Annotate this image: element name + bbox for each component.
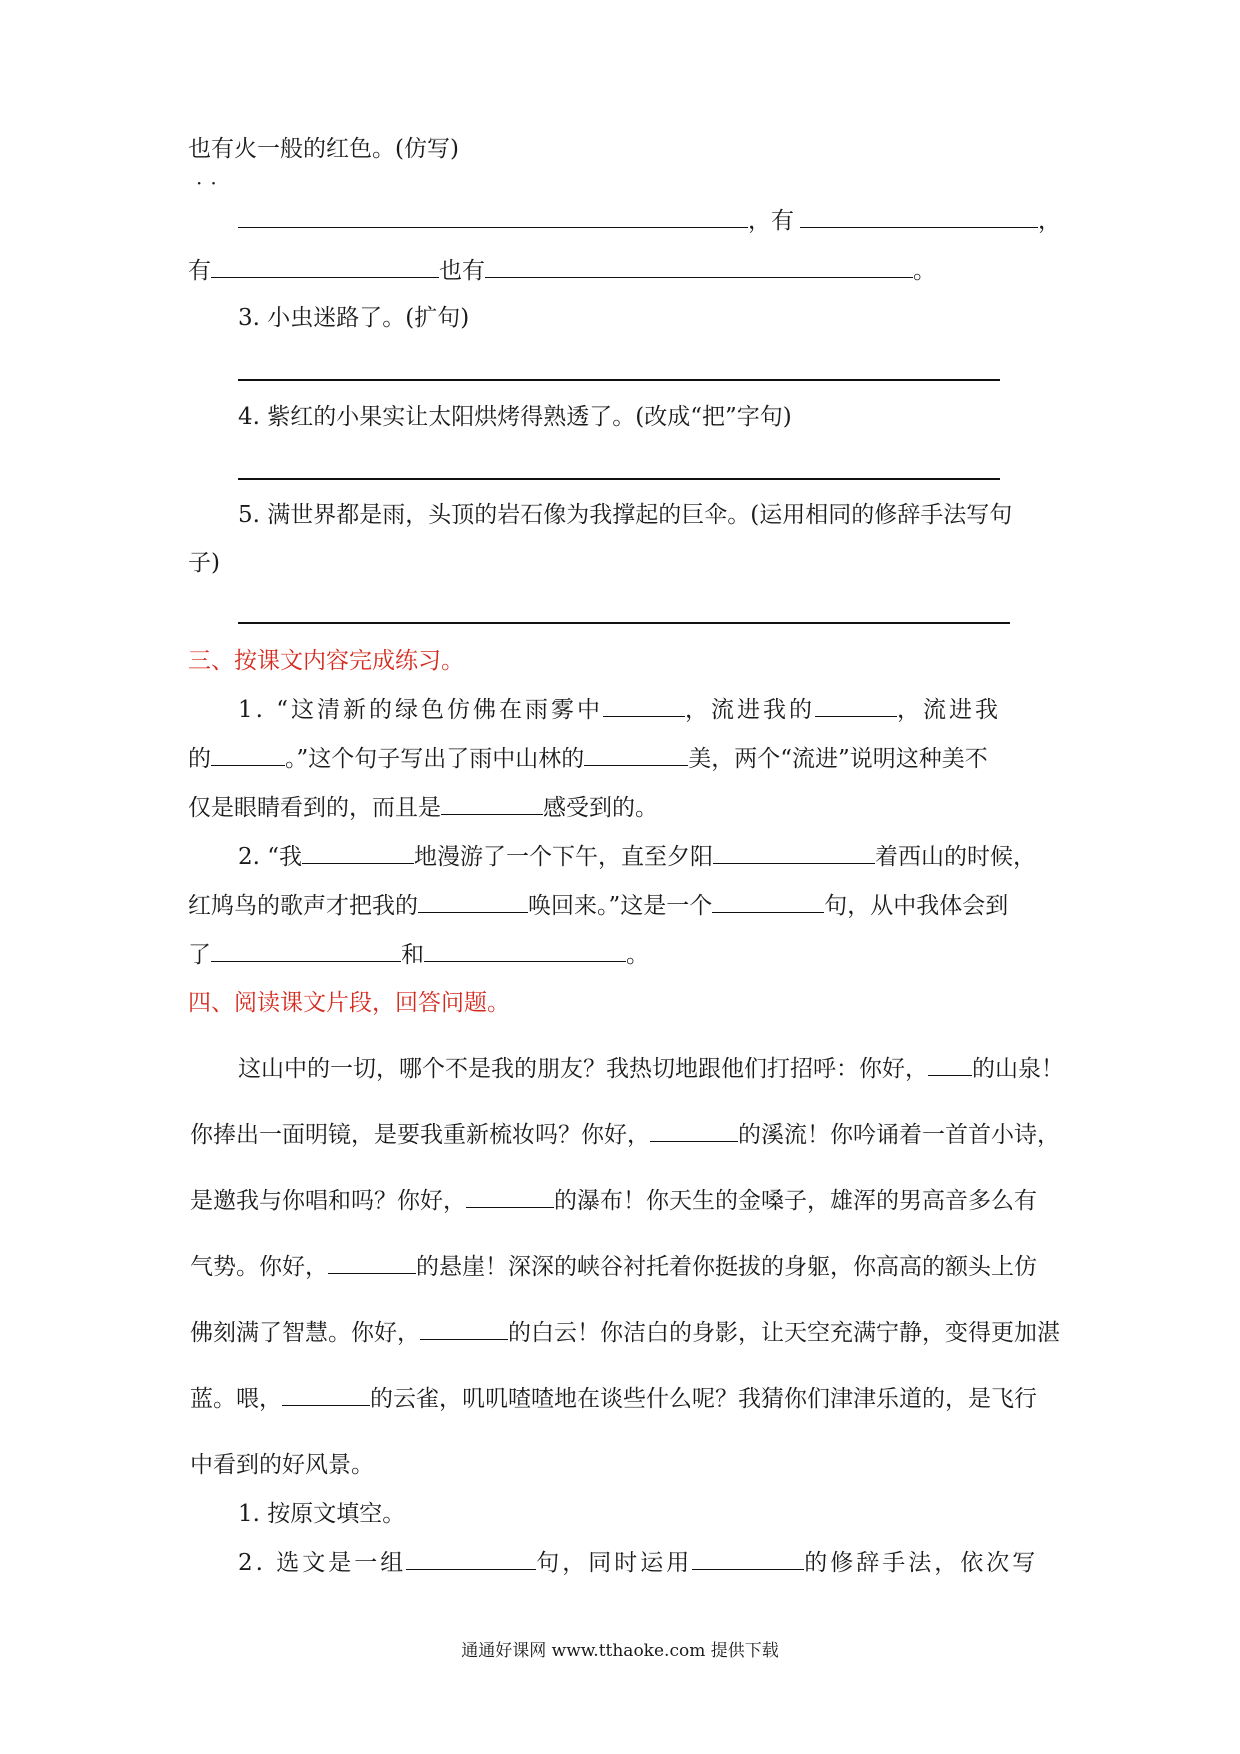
s4-q1: 1. 按原文填空。 (238, 1501, 406, 1527)
s3-q2-line-3 (188, 940, 649, 970)
s3-q1-text: ，流进我 (897, 697, 1002, 723)
answer-blank[interactable] (441, 794, 543, 815)
q5-prompt-cont: 子) (188, 550, 220, 576)
s3-q2-text: 句，从中我体会到 (824, 893, 1009, 919)
answer-blank[interactable] (406, 1549, 536, 1570)
answer-blank[interactable] (584, 745, 688, 766)
passage-text: 蓝。喂， (190, 1386, 282, 1412)
passage-text: 气势。你好， (190, 1254, 328, 1280)
s3-q1-line-1 (238, 695, 1001, 725)
q2-comma-you: ，有 (748, 208, 794, 234)
passage-text: 的瀑布！你天生的金嗓子，雄浑的男高音多么有 (554, 1188, 1037, 1214)
answer-blank[interactable] (211, 745, 285, 766)
answer-blank[interactable] (815, 696, 897, 717)
answer-blank[interactable] (485, 257, 913, 278)
q2-period: 。 (913, 258, 936, 284)
answer-blank[interactable] (211, 941, 401, 962)
passage-line (190, 1182, 1037, 1215)
s3-q2-text: 了 (188, 942, 211, 968)
s4-q2 (238, 1548, 1038, 1578)
answer-blank[interactable] (800, 207, 1038, 228)
answer-blank[interactable] (603, 696, 685, 717)
s3-q1-line-2 (188, 744, 988, 774)
s3-q1-text: 1. “这清新的绿色仿佛在雨雾中 (238, 697, 604, 723)
answer-blank[interactable] (418, 892, 528, 913)
s3-q1-text: 感受到的。 (543, 795, 658, 821)
answer-blank[interactable] (211, 257, 439, 278)
s3-q2-text: 地漫游了一个下午，直至夕阳 (414, 844, 714, 870)
s3-q2-text: 着西山的时候， (875, 844, 1037, 870)
s3-q2-text: 唤回来。”这是一个 (528, 893, 713, 919)
q3-answer-line[interactable] (238, 379, 1000, 381)
passage-text: 的溪流！你吟诵着一首首小诗， (738, 1122, 1060, 1148)
s3-q1-text: 美，两个“流进”说明这种美不 (688, 746, 988, 772)
s3-q1-line-3 (188, 793, 658, 823)
q5-answer-line[interactable] (238, 622, 1010, 624)
s3-q2-line-1 (238, 842, 1036, 872)
section-3-title: 三、按课文内容完成练习。 (188, 648, 464, 674)
answer-blank[interactable] (713, 843, 875, 864)
passage-text: 佛刻满了智慧。你好， (190, 1320, 420, 1346)
passage-line (238, 1050, 1064, 1083)
s4-q2-text: 2. 选文是一组 (238, 1550, 407, 1576)
answer-blank[interactable] (466, 1187, 554, 1208)
emphasis-dots: ·· (196, 171, 225, 195)
q2-comma: ， (1038, 208, 1061, 234)
s3-q2-line-2 (188, 891, 1008, 921)
passage-line (190, 1248, 1037, 1281)
answer-blank[interactable] (650, 1121, 738, 1142)
q2-fill-line-1 (238, 206, 1061, 236)
s3-q1-text: 。”这个句子写出了雨中山林的 (285, 746, 585, 772)
answer-blank[interactable] (712, 892, 824, 913)
q2-you: 有 (188, 258, 211, 284)
passage-line (190, 1446, 374, 1479)
s3-q1-text: 的 (188, 746, 211, 772)
passage-text: 的山泉！ (972, 1056, 1064, 1082)
passage-text: 的白云！你洁白的身影，让天空充满宁静，变得更加湛 (508, 1320, 1060, 1346)
passage-text: 的云雀，叽叽喳喳地在谈些什么呢？我猜你们津津乐道的，是飞行 (370, 1386, 1037, 1412)
s3-q2-text: 2. “我 (238, 844, 303, 870)
s3-q1-text: ，流进我的 (685, 697, 816, 723)
s3-q2-text: 红鸠鸟的歌声才把我的 (188, 893, 418, 919)
s3-q2-text: 。 (626, 942, 649, 968)
q2-prompt: 也有火一般的红色。(仿写) (188, 136, 459, 162)
answer-blank[interactable] (302, 843, 414, 864)
section-4-title: 四、阅读课文片段，回答问题。 (188, 990, 510, 1016)
q5-prompt: 5. 满世界都是雨，头顶的岩石像为我撑起的巨伞。(运用相同的修辞手法写句 (238, 502, 1013, 528)
answer-blank[interactable] (282, 1385, 370, 1406)
answer-blank[interactable] (328, 1253, 416, 1274)
answer-blank[interactable] (420, 1319, 508, 1340)
q4-answer-line[interactable] (238, 478, 1000, 480)
passage-line (190, 1116, 1060, 1149)
q2-ye-you: 也有 (439, 258, 485, 284)
answer-blank[interactable] (238, 207, 748, 228)
passage-line (190, 1314, 1060, 1347)
answer-blank[interactable] (928, 1055, 972, 1076)
s3-q2-text: 和 (401, 942, 424, 968)
page-footer: 通通好课网 www.tthaoke.com 提供下载 (461, 1641, 779, 1661)
q2-fill-line-2 (188, 256, 936, 286)
passage-text: 中看到的好风景。 (190, 1452, 374, 1478)
passage-text: 是邀我与你唱和吗？你好， (190, 1188, 466, 1214)
passage-text: 的悬崖！深深的峡谷衬托着你挺拔的身躯，你高高的额头上仿 (416, 1254, 1037, 1280)
q3-prompt: 3. 小虫迷路了。(扩句) (238, 305, 470, 331)
s4-q2-text: 的修辞手法，依次写 (804, 1550, 1039, 1576)
passage-line (190, 1380, 1037, 1413)
passage-text: 你捧出一面明镜，是要我重新梳妆吗？你好， (190, 1122, 650, 1148)
answer-blank[interactable] (424, 941, 626, 962)
passage-text: 这山中的一切，哪个不是我的朋友？我热切地跟他们打招呼：你好， (238, 1056, 928, 1082)
answer-blank[interactable] (692, 1549, 804, 1570)
s3-q1-text: 仅是眼睛看到的，而且是 (188, 795, 441, 821)
s4-q2-text: 句，同时运用 (536, 1550, 693, 1576)
q4-prompt: 4. 紫红的小果实让太阳烘烤得熟透了。(改成“把”字句) (238, 404, 792, 430)
